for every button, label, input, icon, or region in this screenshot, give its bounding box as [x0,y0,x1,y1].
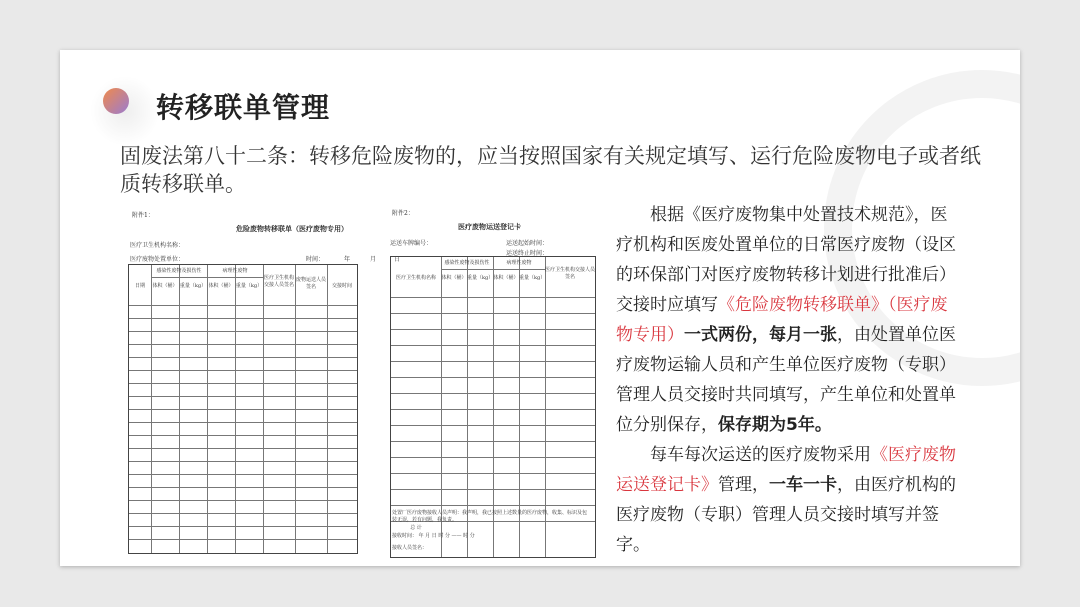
card-attach-label: 附件2： [392,210,414,217]
slide-title: 转移联单管理 [156,91,331,124]
header-institution-signature: 医疗卫生机构交接人员签名 [263,275,294,288]
transfer-form-image [126,208,426,558]
card-header-institution: 医疗卫生机构名称 [395,275,436,281]
card-subheader-weight: 重量（kg） [467,275,494,281]
header-handover-time: 交接时间 [331,283,352,289]
paragraph-transfer-form: 根据《医疗废物集中处置技术规范》，医疗机构和医废处置单位的日常医疗废物（设区的环保部门对医疗废物转移计划进行批准后）交接时应填写《危险废物转移联单》（医疗废物专用）一式两份，每月一张，由处置单位医疗废物运输人员和产生单位医疗废物（专职）管理人员交接时共同填写，产生单位和处置单位分别保存，保存期为5年。 [616,205,956,435]
card-footer-time: 接收时间： 年 月 日 时 分 —— 时 分 [392,533,475,539]
card-header-infectious: 感染性废物及损伤性 [444,260,490,266]
highlight-one-card: 一车一卡 [769,475,837,495]
decorative-glow [90,76,160,146]
card-subheader-weight: 重量（kg） [519,275,546,281]
explanation-text [616,200,961,560]
form-year: 年 [344,256,351,263]
highlight-transport-card: 《医疗废物运送登记卡》 [616,445,956,495]
subheader-weight: 重量（kg） [179,283,207,289]
subheader-weight: 重量（kg） [235,283,263,289]
header-date: 日期 [134,283,145,289]
transport-card-image [388,208,598,560]
card-field-plate: 运送车牌编号： [390,240,433,247]
form-day: 日 [394,256,401,263]
form-table [128,264,358,554]
card-header-pathological: 病理性废物 [506,260,532,266]
title-bullet-icon [103,88,129,114]
paragraph-transport-card: 每车每次运送的医疗废物采用《医疗废物运送登记卡》管理，一车一卡，由医疗机构的医疗废物（专职）管理人员交接时填写并签字。 [616,445,956,555]
form-month: 月 [370,256,377,263]
header-transporter-signature: 废物运送人员签名 [295,277,326,290]
card-title: 医疗废物运送登记卡 [458,222,521,231]
form-time-label: 时间： [306,256,325,263]
card-field-start: 运送起始时间： [506,240,549,247]
highlight-retention: 保存期为5年。 [718,415,832,435]
header-pathological: 病理性废物 [222,268,248,274]
header-infectious: 感染性废物及损伤性 [156,268,202,274]
slide [60,50,1020,566]
card-field-end: 运送终止时间： [506,250,549,257]
card-header-signature: 医疗卫生机构交接人员签名 [545,267,596,280]
form-field-disposal: 医疗废物处置单位： [130,256,185,263]
subheader-volume: 体积（桶） [152,283,178,289]
card-footer-signature: 接收人员签名： [392,545,428,551]
form-field-institution: 医疗卫生机构名称： [130,242,185,249]
law-text: 固废法第八十二条：转移危险废物的，应当按照国家有关规定填写、运行危险废物电子或者纸质转移联单。 [120,144,981,196]
form-title: 危险废物转移联单（医疗废物专用） [236,224,348,233]
card-subheader-volume: 体积（桶） [441,275,467,281]
highlight-transfer-form: 《危险废物转移联单》（医疗废物专用） [616,295,948,345]
card-footer-declaration: 处置厂医疗废物接收人员声明：我声明，我已按照上述数量的医疗废物，收集、标识及包装无误，若有问题，我负责。 [392,510,588,523]
card-subheader-volume: 体积（桶） [493,275,519,281]
subheader-volume: 体积（桶） [208,283,234,289]
highlight-two-copies: 一式两份，每月一张 [684,325,837,345]
card-total: 总 计 [410,525,422,531]
form-attach-label: 附件1： [132,212,154,219]
